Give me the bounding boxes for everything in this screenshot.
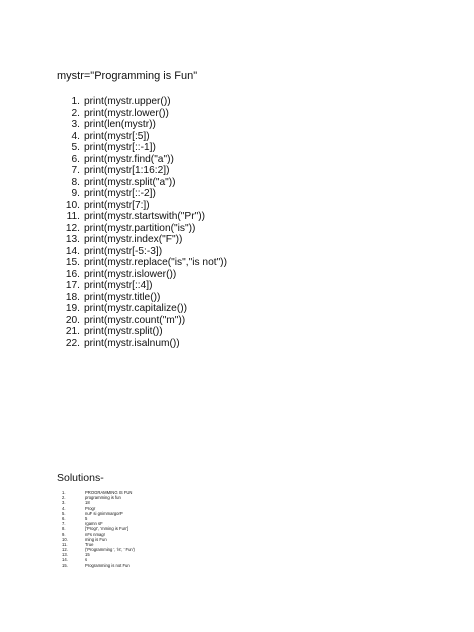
question-item-text: print(mystr.startswith("Pr")) — [84, 211, 205, 222]
question-item — [57, 280, 227, 292]
solution-item-number: 3. — [62, 500, 66, 506]
question-item — [57, 211, 227, 223]
variable-definition: mystr="Programming is Fun" — [57, 70, 198, 82]
solution-item-text: 15 — [85, 552, 90, 558]
solution-item-text: rgamn sF — [85, 521, 103, 527]
question-item-number: 11. — [66, 211, 80, 222]
question-item-number: 14. — [65, 245, 80, 257]
question-item-text: print(mystr.split()) — [84, 326, 163, 337]
question-item-number: 2. — [71, 107, 80, 119]
question-item-number: 1. — [71, 96, 80, 107]
question-item-number: 4. — [71, 130, 80, 142]
question-item-text: print(mystr.islower()) — [84, 268, 177, 280]
solution-item-number: 6. — [62, 515, 66, 521]
question-item-number: 15. — [65, 257, 80, 268]
solution-item-text: s — [85, 557, 88, 563]
solution-list — [62, 490, 135, 568]
question-item-text: print(mystr[:5]) — [84, 130, 150, 142]
question-item — [57, 119, 227, 131]
solution-item-text: ming is Fun — [85, 536, 107, 542]
question-item-text: print(mystr.replace("is","is not")) — [84, 257, 227, 268]
question-item-text: print(mystr[7:]) — [84, 199, 150, 211]
question-item-text: print(mystr[::4]) — [84, 280, 153, 291]
solution-item-text: PROGRAMMING IS FUN — [85, 490, 133, 495]
question-item-text: print(mystr.index("F")) — [84, 234, 183, 245]
question-item-number: 12. — [65, 222, 80, 234]
solution-item-number: 8. — [62, 526, 66, 532]
solution-item-number: 7. — [62, 521, 66, 527]
question-item-number: 16. — [65, 268, 80, 280]
question-item-text: print(mystr[1:16:2]) — [84, 165, 170, 176]
solution-item-text: nuF si gnimmargorP — [85, 510, 123, 516]
question-item — [57, 108, 227, 120]
question-item — [57, 257, 227, 269]
solution-item-number: 14. — [62, 557, 68, 563]
question-item — [57, 269, 227, 281]
solution-item-number: 9. — [62, 531, 66, 537]
solution-item-number: 13. — [62, 552, 68, 558]
solution-item-text: Progr — [85, 505, 96, 511]
question-item-number: 17. — [65, 280, 80, 291]
solution-item-number: 2. — [62, 495, 66, 501]
solution-item-text: 18 — [85, 500, 90, 506]
question-item-number: 13. — [65, 234, 80, 245]
solution-item-text: ('Programming ', 'is', ' Fun') — [85, 547, 135, 553]
question-item-number: 20. — [65, 314, 80, 326]
solution-item-number: 10. — [62, 536, 68, 542]
question-item-text: print(mystr[::-1]) — [84, 142, 156, 153]
question-item-number: 7. — [71, 165, 80, 176]
question-item — [57, 338, 227, 350]
question-item-number: 6. — [71, 153, 80, 165]
question-item-text: print(mystr.lower()) — [84, 107, 169, 119]
solution-item-number: 1. — [62, 490, 66, 495]
question-item-number: 3. — [71, 119, 80, 130]
question-item-text: print(mystr.capitalize()) — [84, 303, 188, 314]
question-item — [57, 315, 227, 327]
solution-item-text: Programming is not Fun — [85, 562, 130, 568]
solution-item-text: programming is fun — [85, 495, 121, 501]
question-item-text: print(mystr.isalnum()) — [84, 337, 180, 349]
question-item — [57, 234, 227, 246]
question-item — [57, 292, 227, 304]
question-item-number: 22. — [65, 337, 80, 349]
solution-item-number: 11. — [62, 541, 68, 547]
question-item-text: print(mystr.partition("is")) — [84, 222, 196, 234]
question-item — [57, 177, 227, 189]
solution-item-number: 12. — [62, 547, 68, 553]
question-item — [57, 303, 227, 315]
question-item-number: 18. — [65, 291, 80, 303]
question-item — [57, 142, 227, 154]
question-item — [57, 246, 227, 258]
solution-item-number: 15. — [62, 562, 68, 568]
question-item — [57, 326, 227, 338]
question-item-number: 5. — [71, 142, 80, 153]
question-item-number: 21. — [65, 326, 80, 337]
solution-item-text: True — [85, 541, 94, 547]
question-item — [57, 165, 227, 177]
question-item-number: 9. — [71, 188, 80, 199]
question-item-text: print(mystr[-5:-3]) — [84, 245, 163, 257]
question-item-text: print(mystr.find("a")) — [84, 153, 174, 165]
question-item-text: print(mystr[::-2]) — [84, 188, 156, 199]
solution-item-text: ['Progr', 'mming is Fun'] — [85, 526, 129, 532]
question-item — [57, 131, 227, 143]
question-item-text: print(mystr.title()) — [84, 291, 161, 303]
question-item-text: print(len(mystr)) — [84, 119, 156, 130]
solution-item — [62, 563, 135, 568]
question-item — [57, 154, 227, 166]
solution-item-text: 5 — [85, 515, 88, 521]
question-item — [57, 223, 227, 235]
solution-item-number: 5. — [62, 510, 66, 516]
question-item-text: print(mystr.upper()) — [84, 96, 171, 107]
question-item-number: 19. — [65, 303, 80, 314]
question-item-number: 10. — [65, 199, 80, 211]
question-item — [57, 200, 227, 212]
solution-item-number: 4. — [62, 505, 66, 511]
solution-item-text: nFs nmagr — [85, 531, 106, 537]
question-item-number: 8. — [71, 176, 80, 188]
question-item-text: print(mystr.split("a")) — [84, 176, 176, 188]
solutions-heading: Solutions- — [57, 472, 104, 484]
question-list — [57, 96, 227, 349]
question-item-text: print(mystr.count("m")) — [84, 314, 186, 326]
question-item — [57, 96, 227, 108]
question-item — [57, 188, 227, 200]
